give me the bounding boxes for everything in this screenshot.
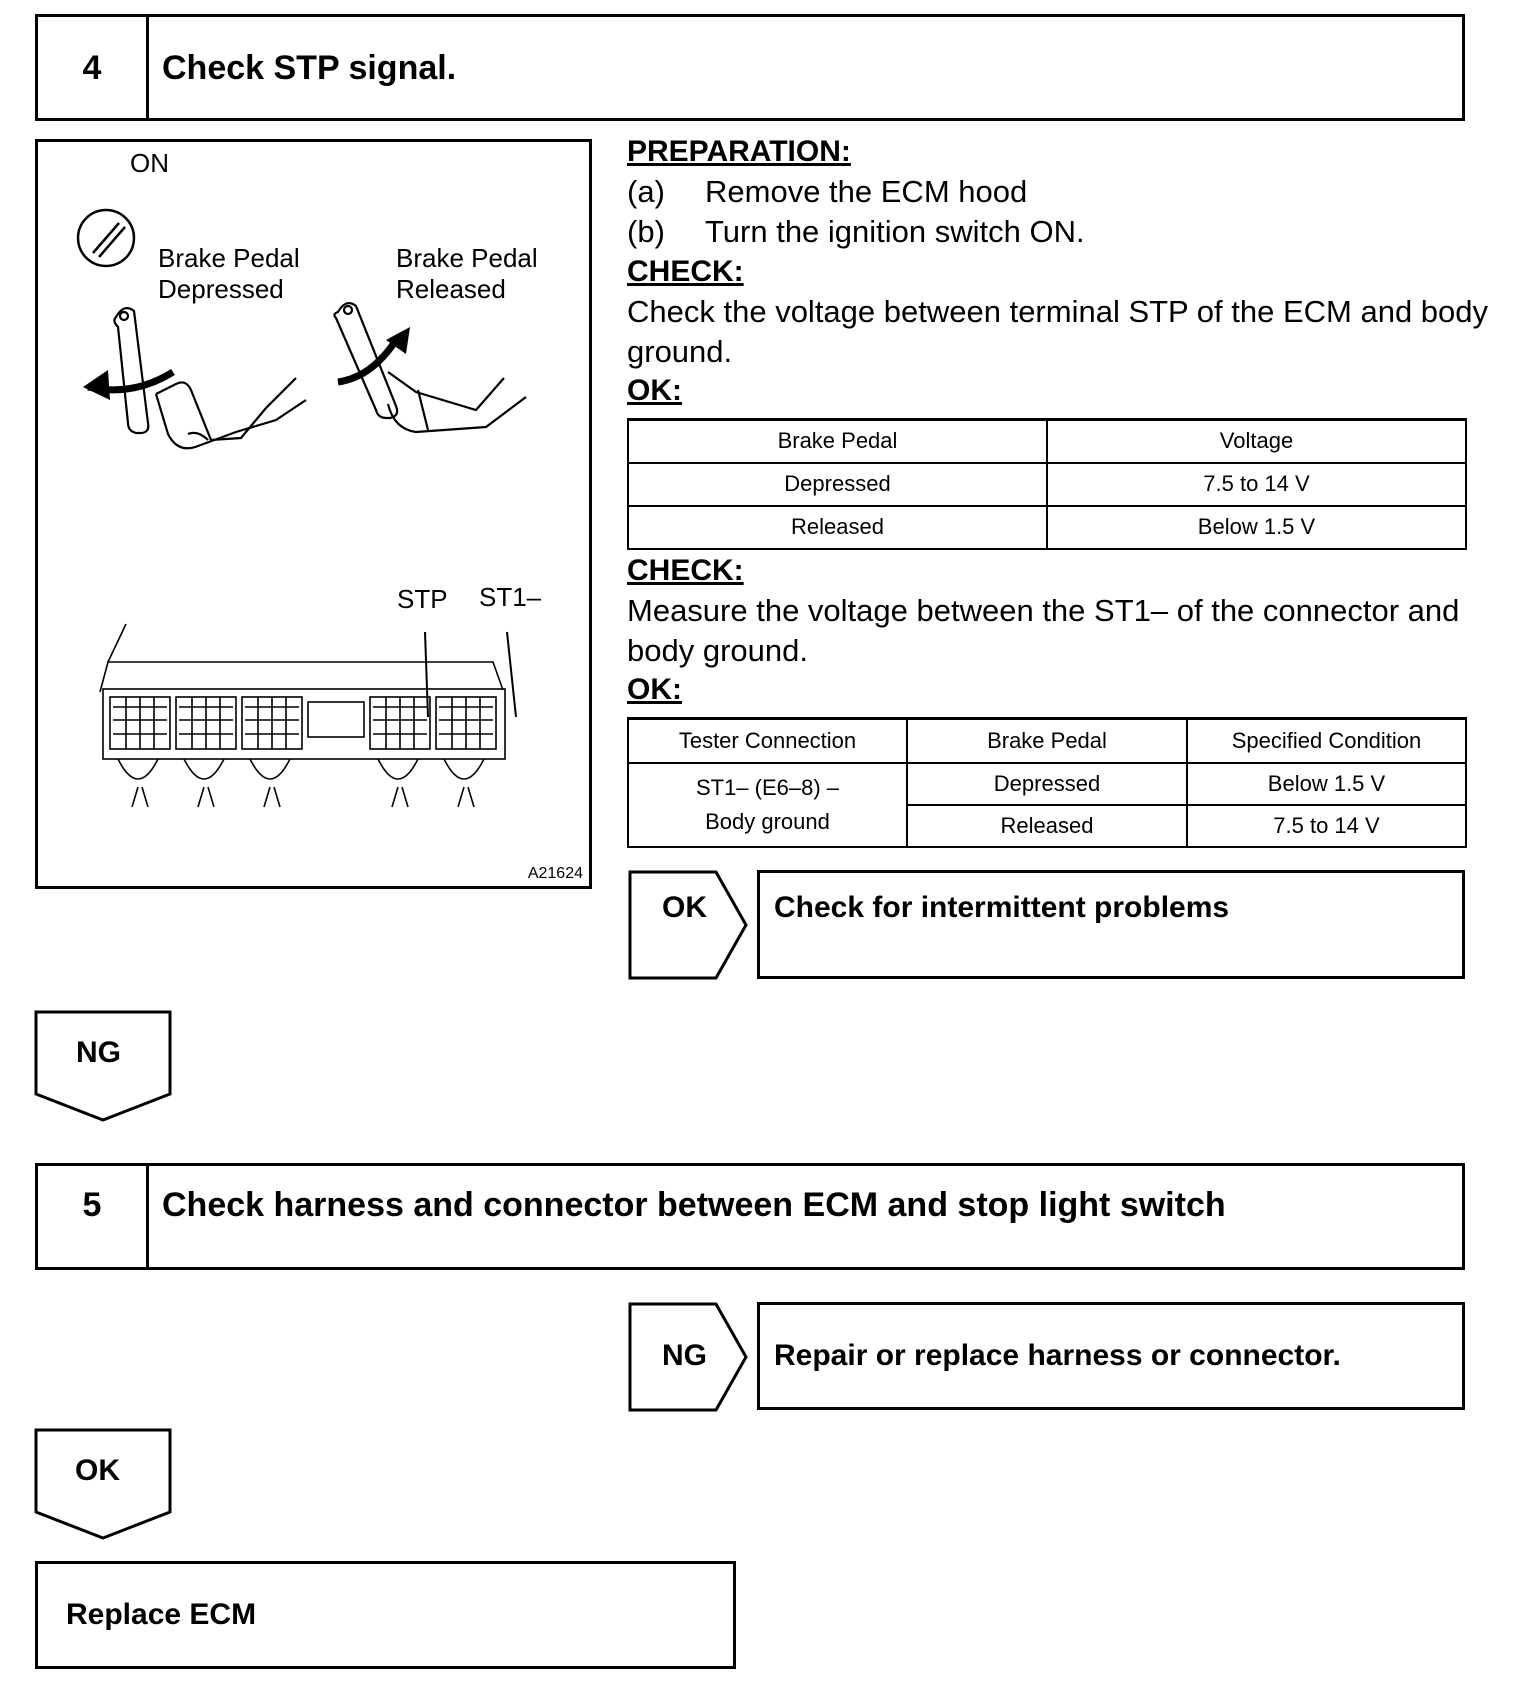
pedal-released-label: Brake Pedal Released [396, 243, 538, 304]
ok-label-5: OK [75, 1454, 120, 1487]
step-5-header [35, 1163, 1465, 1270]
terminal-st1-label: ST1– [479, 582, 542, 612]
table-cell: Below 1.5 V [1047, 506, 1466, 549]
ok-label-4: OK [662, 891, 707, 924]
check2-header-condition: Specified Condition [1187, 719, 1466, 763]
check2-table [627, 717, 1467, 848]
ecm-connector-icon [100, 624, 505, 807]
check2-header-pedal: Brake Pedal [907, 719, 1187, 763]
check2-text-line2: body ground. [627, 633, 808, 668]
ok-action-box-4 [757, 870, 1465, 979]
step-4-title: Check STP signal. [162, 49, 457, 87]
ignition-switch-icon [78, 210, 134, 266]
check1-ok-heading: OK: [627, 374, 682, 407]
table-cell: Released [628, 506, 1047, 549]
table-cell: Depressed [628, 463, 1047, 506]
check1-table [627, 418, 1467, 550]
ok-action-text-4: Check for intermittent problems [774, 891, 1230, 924]
pedal-depressed-icon [114, 308, 306, 448]
table-cell: Depressed [907, 763, 1187, 805]
check2-connection-cell [628, 763, 907, 847]
final-action-box [35, 1561, 736, 1669]
step-5-number: 5 [82, 1186, 102, 1224]
preparation-heading: PREPARATION: [627, 135, 851, 168]
ok-arrow-tag-4 [628, 870, 758, 982]
step-4-number: 4 [82, 49, 102, 87]
ignition-on-label: ON [130, 148, 169, 178]
check1-text-line1: Check the voltage between terminal STP of the ECM and body [627, 294, 1489, 329]
connection-line2: Body ground [705, 808, 830, 834]
arrow-depress-head-icon [83, 370, 110, 400]
figure-id: A21624 [527, 865, 583, 882]
terminal-stp-label: STP [397, 584, 448, 614]
step-5-title: Check harness and connector between ECM and stop light switch [162, 1186, 1226, 1224]
ng-action-text-5: Repair or replace harness or connector. [774, 1339, 1341, 1372]
check1-text-line2: ground. [627, 334, 733, 369]
step-4-header [35, 14, 1465, 121]
check2-text-line1: Measure the voltage between the ST1– of the connector and [627, 593, 1460, 628]
check2-ok-heading: OK: [627, 673, 682, 706]
ecm-figure [35, 139, 592, 889]
pedal-released-icon [334, 303, 526, 432]
connection-line1: ST1– (E6–8) – [695, 774, 840, 800]
prep-step-b-marker: (b) [627, 214, 665, 249]
ng-action-box-5 [757, 1302, 1465, 1410]
prep-step-a-text: Remove the ECM hood [705, 174, 1028, 209]
check1-header-pedal: Brake Pedal [628, 420, 1047, 463]
ng-label-5: NG [662, 1339, 707, 1372]
table-cell: 7.5 to 14 V [1047, 463, 1466, 506]
ng-label-4: NG [76, 1036, 121, 1069]
prep-step-a-marker: (a) [627, 174, 665, 209]
check1-heading: CHECK: [627, 255, 744, 288]
table-cell: Below 1.5 V [1187, 763, 1466, 805]
table-cell: Released [907, 805, 1187, 847]
table-cell: 7.5 to 14 V [1187, 805, 1466, 847]
check2-heading: CHECK: [627, 554, 744, 587]
pedal-depressed-label: Brake Pedal Depressed [158, 243, 300, 304]
stp-leader-line [425, 632, 428, 717]
st1-leader-line [507, 632, 516, 717]
final-action-text: Replace ECM [66, 1598, 257, 1631]
check2-header-connection: Tester Connection [628, 719, 907, 763]
prep-step-b-text: Turn the ignition switch ON. [705, 214, 1085, 249]
check1-header-voltage: Voltage [1047, 420, 1466, 463]
